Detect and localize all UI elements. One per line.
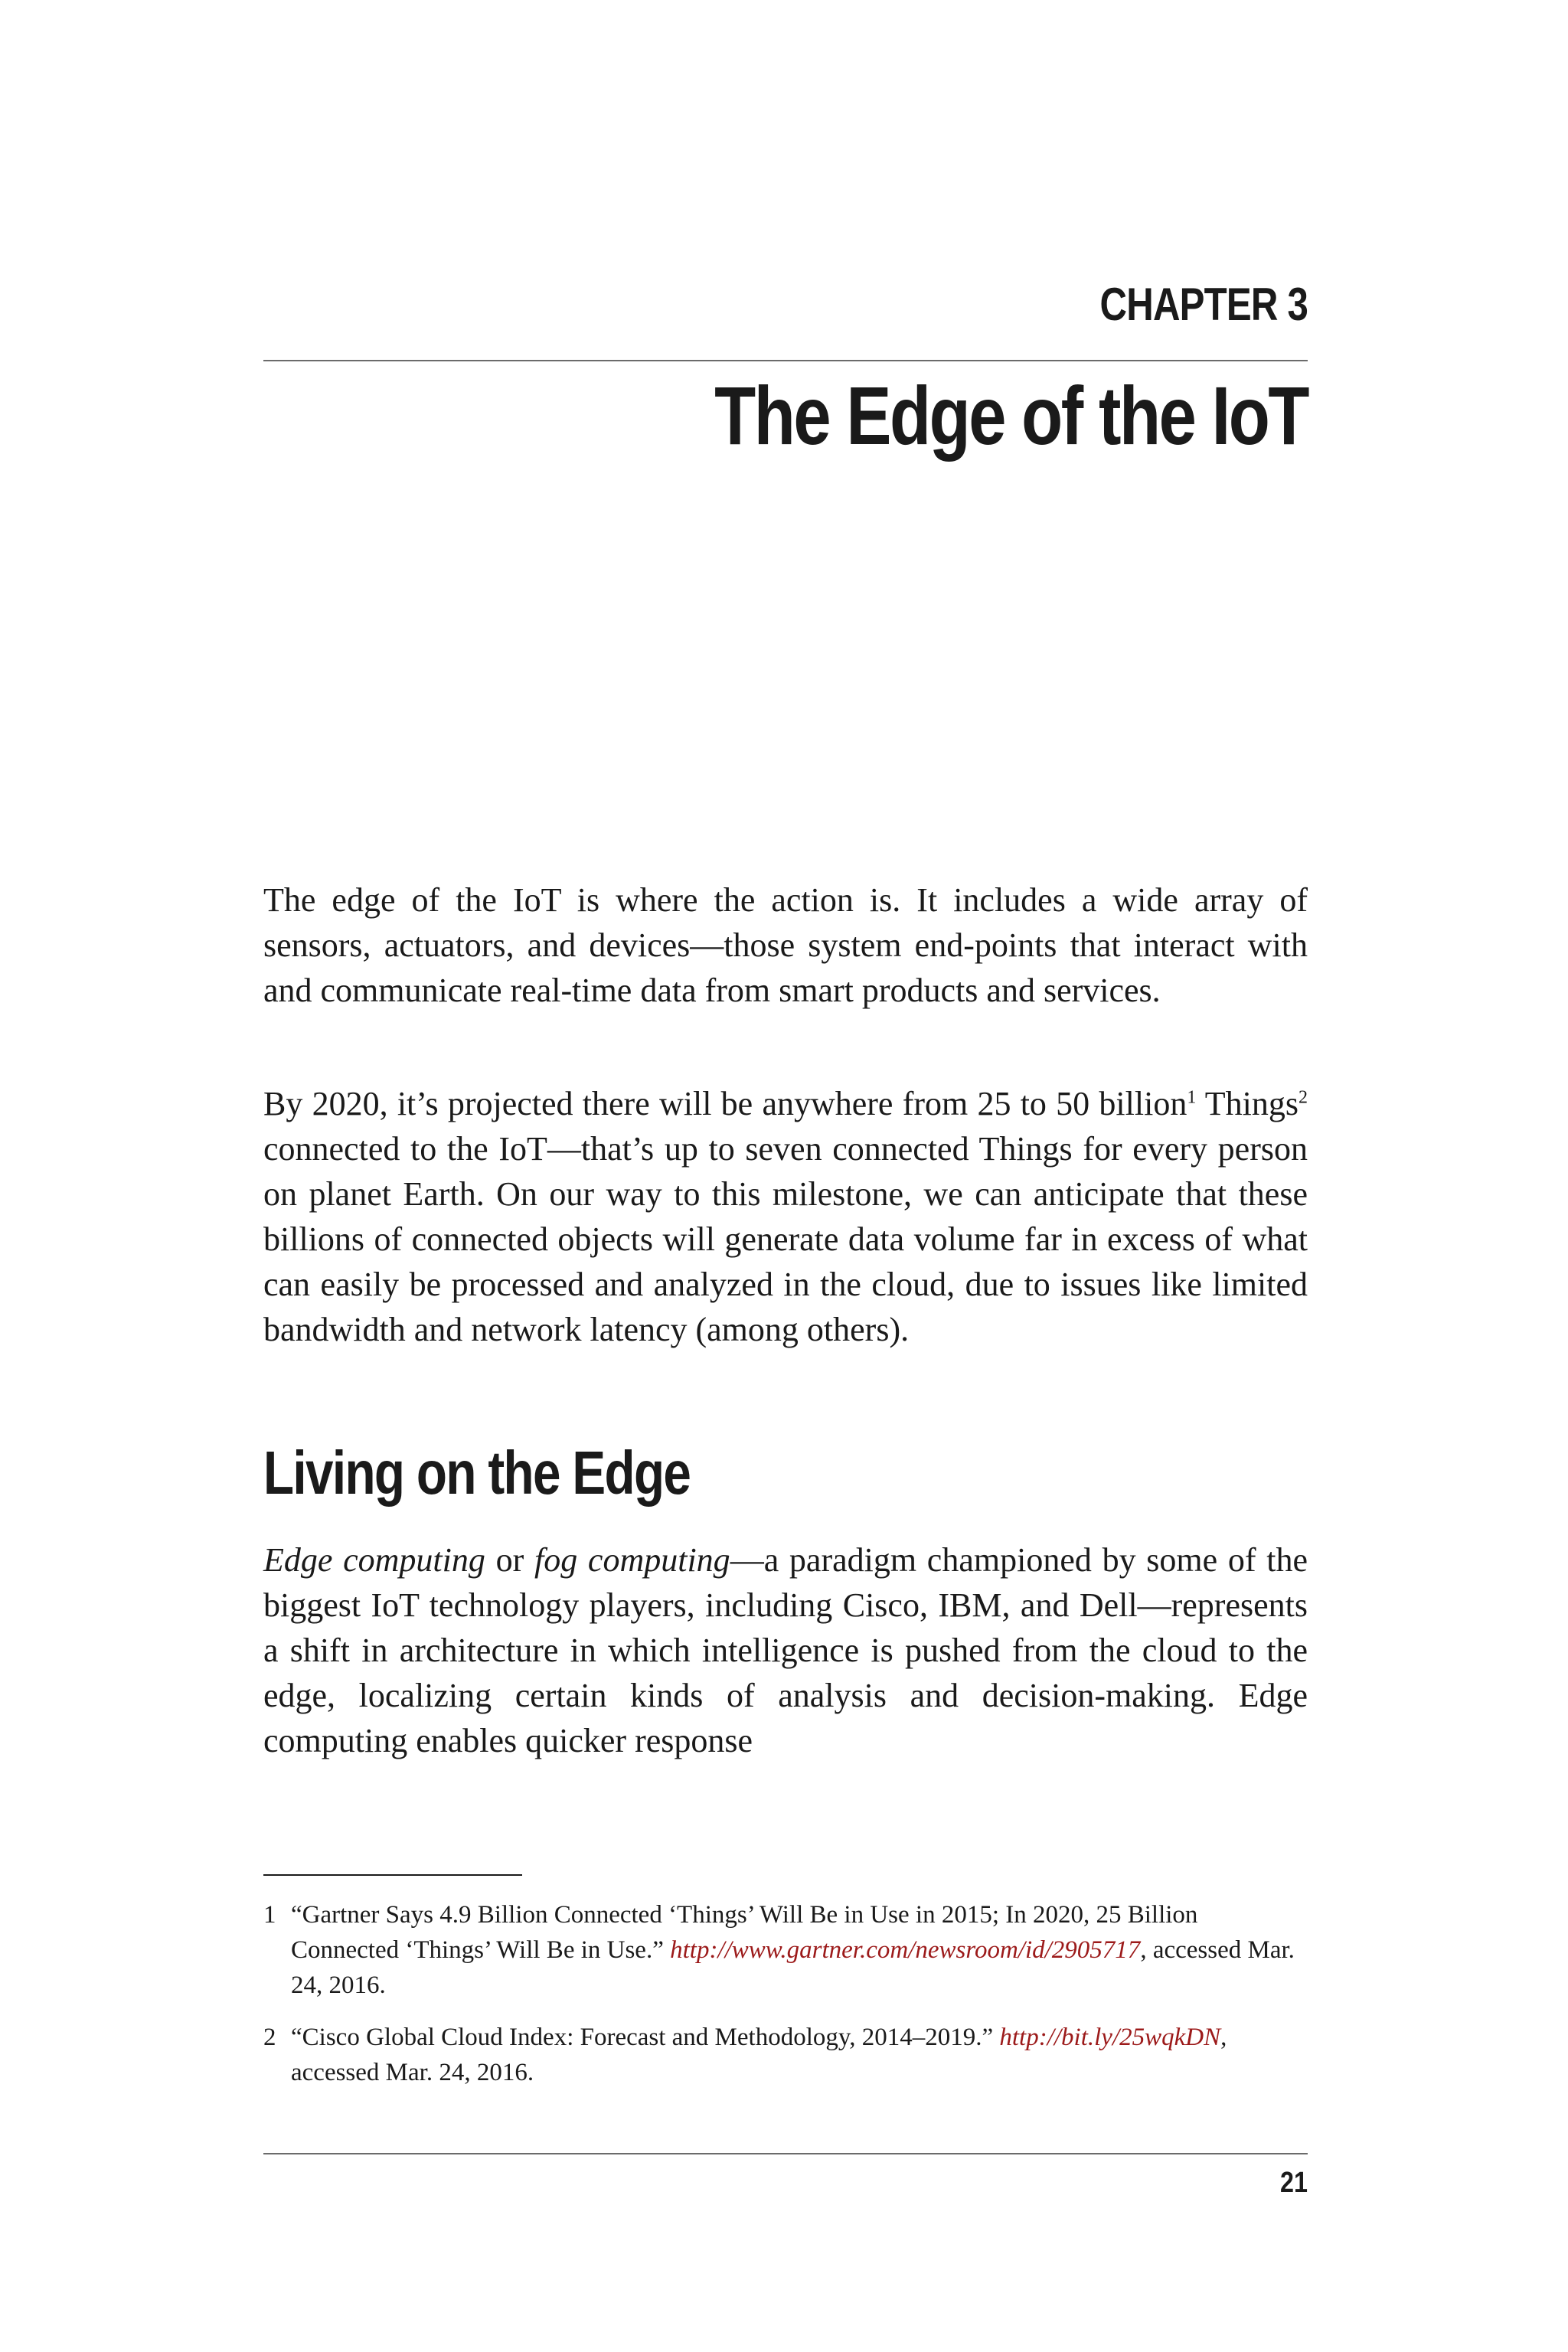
footnote-divider <box>263 1874 522 1876</box>
paragraph-text: or <box>485 1541 534 1579</box>
footnote-text <box>291 2020 1308 2090</box>
paragraph-intro: The edge of the IoT is where the action is. It includes a wide array of sensors, actuators, and devices—those system end-points that interact with and communicate real-time data from smart products and services. <box>263 881 1308 1009</box>
chapter-title: The Edge of the IoT <box>714 369 1308 462</box>
chapter-label: CHAPTER 3 <box>1099 279 1308 330</box>
footnote-citation: “Cisco Global Cloud Index: Forecast and Methodology, 2014–2019.” <box>291 2024 1000 2051</box>
paragraph-text: —a paradigm championed by some of the biggest IoT technology players, including Cisco, IBM, and Dell—represents a shift in architecture in which intelligence is pushed from the cloud to the edge, localizing certain kinds of analysis and decision-making. Edge computing enables quicker response <box>263 1541 1308 1759</box>
paragraph-projection <box>263 1081 1308 1352</box>
footnote-ref-2[interactable]: 2 <box>1298 1087 1308 1108</box>
paragraph-edge-computing <box>263 1537 1308 1763</box>
term-fog-computing: fog computing <box>534 1541 730 1579</box>
chapter-divider <box>263 360 1308 361</box>
footnote-link[interactable]: http://www.gartner.com/newsroom/id/2905717 <box>670 1936 1141 1964</box>
footnote-1 <box>263 1897 1308 2003</box>
footnote-text <box>291 1897 1308 2003</box>
paragraph-text: By 2020, it’s projected there will be anywhere from 25 to 50 billion <box>263 1085 1187 1122</box>
paragraph-text: Things <box>1196 1085 1298 1122</box>
section-heading: Living on the Edge <box>263 1439 691 1507</box>
footnote-citation: “Gartner Says 4.9 Billion Connected ‘Things’ Will Be in Use in 2015; In 2020, 25 Billion Connected ‘Things’ Will Be in Use.” <box>291 1901 1198 1964</box>
footnote-number: 2 <box>263 2024 276 2051</box>
footnote-ref-1[interactable]: 1 <box>1187 1087 1197 1108</box>
footer-divider <box>263 2153 1308 2154</box>
paragraph-text: connected to the IoT—that’s up to seven connected Things for every person on planet Earth. On our way to this milestone, we can anticipate that these billions of connected objects will generate data volume far in excess of what can easily be processed and analyzed in the cloud, due to issues like limited bandwidth and network latency (among others). <box>263 1130 1308 1348</box>
footnote-link[interactable]: http://bit.ly/25wqkDN <box>999 2024 1221 2051</box>
page-number: 21 <box>1280 2167 1308 2199</box>
term-edge-computing: Edge computing <box>263 1541 485 1579</box>
footnote-accessed: , accessed Mar. 24, 2016. <box>291 1936 1295 1999</box>
footnote-2 <box>263 2020 1308 2090</box>
footnote-number: 1 <box>263 1901 276 1929</box>
footnote-accessed: , accessed Mar. 24, 2016. <box>291 2024 1227 2086</box>
